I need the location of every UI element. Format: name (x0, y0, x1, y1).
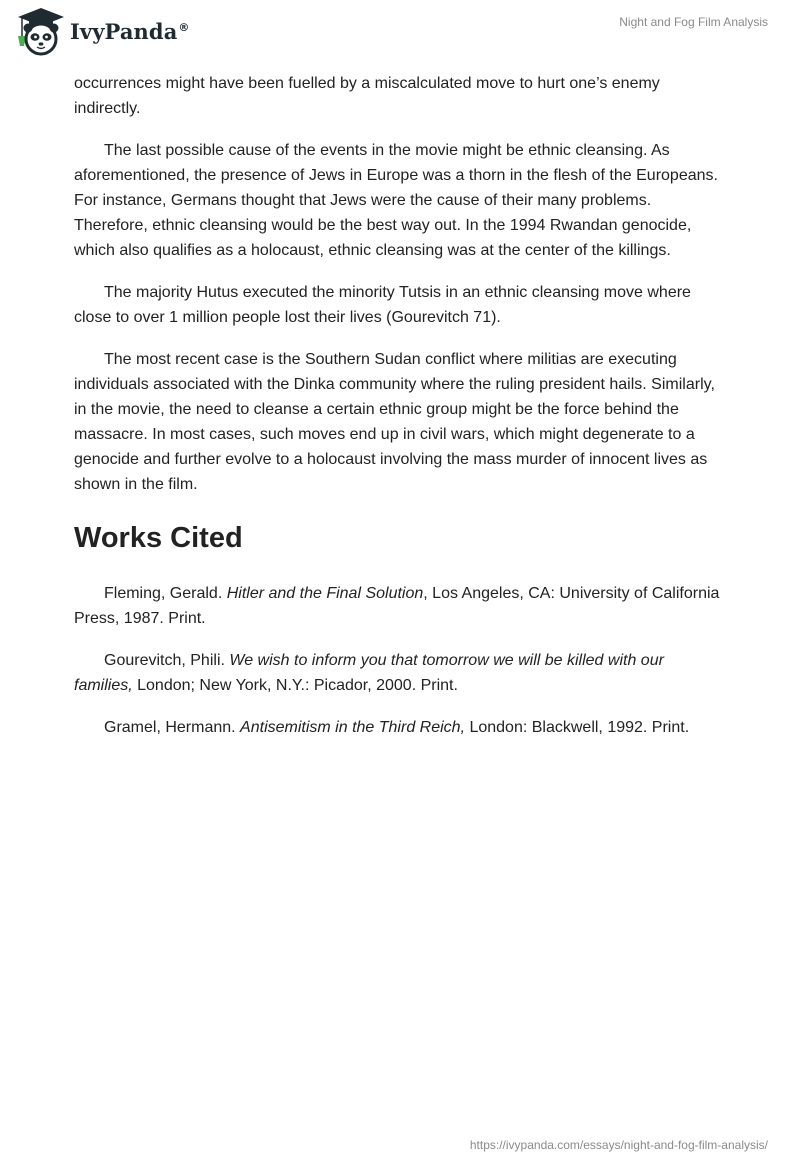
citation-title: Antisemitism in the Third Reich, (240, 719, 466, 736)
ivypanda-logo[interactable] (14, 6, 190, 56)
paragraph: The most recent case is the Southern Sudan conflict where militias are executing individuals associated with the Dinka community where the ruling president hails. Similarly, in the movie, the need to cleanse a certain ethnic group might be the force behind the massacre. In most cases, such moves end up in civil wars, which might degenerate to a genocide and further evolve to a holocaust involving the mass murder of innocent lives as shown in the film. (74, 351, 715, 493)
registered-mark: ® (178, 20, 190, 34)
works-cited-heading: Works Cited (74, 522, 243, 554)
citation-author: Gramel, Hermann. (104, 719, 241, 736)
paragraph: occurrences might have been fuelled by a miscalculated move to hurt one’s enemy indirectly. (74, 75, 660, 117)
paragraph: The majority Hutus executed the minority Tutsis in an ethnic cleansing move where close to over 1 million people lost their lives (Gourevitch 71). (74, 284, 691, 326)
citation-title: We wish to inform you that tomorrow we will be killed with our families, (74, 652, 664, 694)
citation-entry (74, 648, 726, 698)
essay-body (74, 71, 726, 757)
document-title: Night and Fog Film Analysis (619, 15, 768, 29)
paragraph: The last possible cause of the events in the movie might be ethnic cleansing. As aforementioned, the presence of Jews in Europe was a thorn in the flesh of the Europeans. For instance, Germans thought that Jews were the cause of their many problems. Therefore, ethnic cleansing would be the best way out. In the 1994 Rwandan genocide, which also qualifies as a holocaust, ethnic cleansing was at the center of the killings. (74, 142, 718, 259)
citation-details: , Los Angeles, CA: University of California Press, 1987. Print. (74, 585, 720, 627)
citation-entry (74, 715, 726, 740)
citation-author: Fleming, Gerald. (104, 585, 227, 602)
brand-name: IvyPanda® (70, 18, 190, 44)
citation-details: London: Blackwell, 1992. Print. (465, 719, 690, 736)
page-header (0, 0, 800, 60)
source-url-link[interactable]: https://ivypanda.com/essays/night-and-fog-film-analysis/ (469, 1138, 768, 1152)
citation-author: Gourevitch, Phili. (104, 652, 230, 669)
panda-graduate-icon (14, 6, 68, 56)
citation-details: London; New York, N.Y.: Picador, 2000. Print. (132, 677, 458, 694)
citation-entry (74, 581, 726, 631)
citation-title: Hitler and the Final Solution (226, 585, 424, 602)
